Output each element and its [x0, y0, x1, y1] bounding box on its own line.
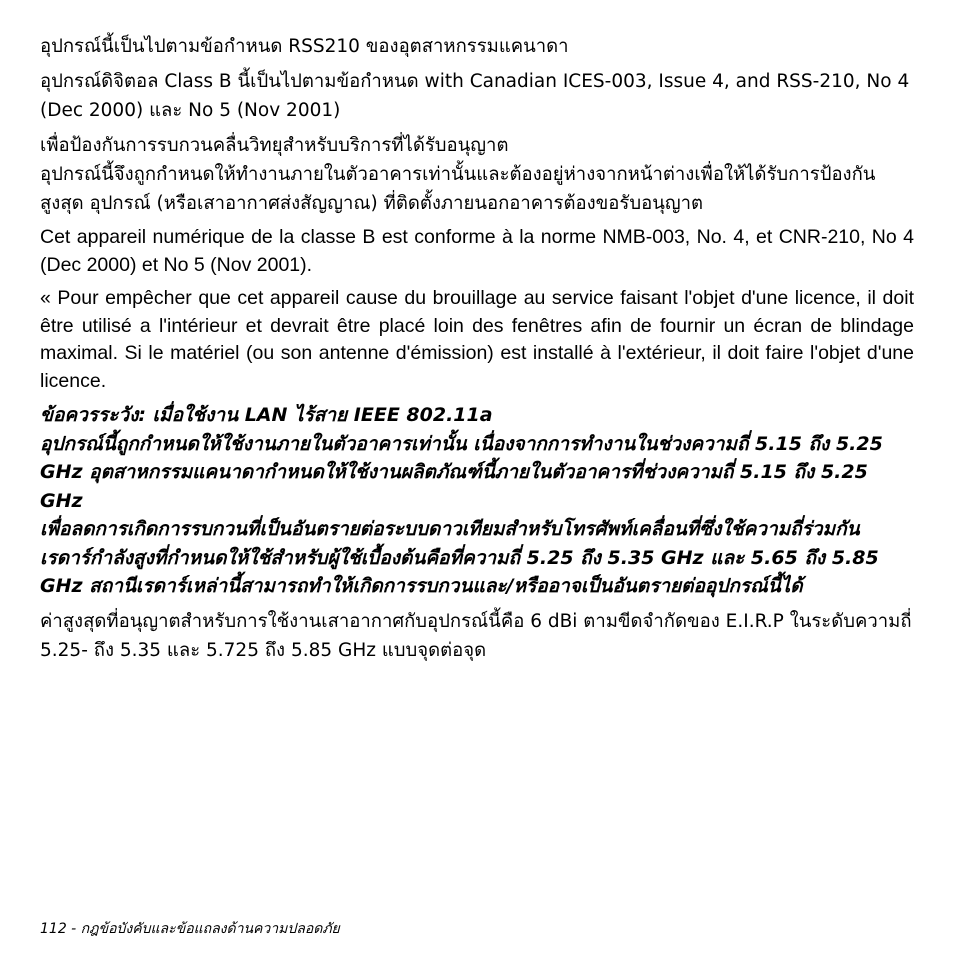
- warning-title: ข้อควรระวัง: เมื่อใช้งาน LAN ไร้สาย IEEE 802.11a: [40, 404, 493, 426]
- warning-radar: เพื่อลดการเกิดการรบกวนที่เป็นอันตรายต่อระบบดาวเทียมสำหรับโทรศัพท์เคลื่อนที่ซึ่งใช้ความถี่ร่วมกัน เรดาร์กำลังสูงที่กำหนดให้ใช้สำหรับผู้ใช้เบื้องต้นคือที่ความถี่ 5.25 ถึง 5.35 GHz และ 5.65 ถึง 5.85 GHz สถานีเรดาร์เหล่านี้สามารถทำให้เกิดการรบกวนและ/หรืออาจเป็นอันตรายต่ออุปกรณ์นี้ได้: [40, 518, 879, 597]
- warning-indoor: อุปกรณ์นี้ถูกกำหนดให้ใช้งานภายในตัวอาคารเท่านั้น เนื่องจากการทำงานในช่วงความถี่ 5.15 ถึง 5.25 GHz อุตสาหกรรมแคนาดากำหนดให้ใช้งานผลิตภัณฑ์นี้ภายในตัวอาคารที่ช่วงความถี่ 5.15 ถึง 5.25 GHz: [40, 432, 883, 512]
- page-footer: 112 - กฎข้อบังคับและข้อแถลงด้านความปลอดภัย: [40, 921, 340, 937]
- document-body: [40, 32, 914, 671]
- paragraph-indoor-use: อุปกรณ์นี้จึงถูกกำหนดให้ทำงานภายในตัวอาคารเท่านั้นและต้องอยู่ห่างจากหน้าต่างเพื่อให้ได้รับการป้องกันสูงสุด อุปกรณ์ (หรือเสาอากาศส่งสัญญาณ) ที่ติดตั้งภายนอกอาคารต้องขอรับอนุญาต: [40, 164, 876, 214]
- paragraph-french-class-b: Cet appareil numérique de la classe B est conforme à la norme NMB-003, No. 4, et CNR-210, No 4 (Dec 2000) et No 5 (Nov 2001).: [40, 226, 914, 276]
- paragraph-antenna-gain: ค่าสูงสุดที่อนุญาตสำหรับการใช้งานเสาอากาศกับอุปกรณ์นี้คือ 6 dBi ตามขีดจำกัดของ E.I.R.P ในระดับความถี่ 5.25- ถึง 5.35 และ 5.725 ถึง 5.85 GHz แบบจุดต่อจุด: [40, 610, 912, 661]
- paragraph-class-b: อุปกรณ์ดิจิตอล Class B นี้เป็นไปตามข้อกำหนด with Canadian ICES-003, Issue 4, and RSS-210, No 4 (Dec 2000) และ No 5 (Nov 2001): [40, 71, 910, 121]
- warning-block: [40, 401, 914, 601]
- paragraph-rss210: อุปกรณ์นี้เป็นไปตามข้อกำหนด RSS210 ของอุตสาหกรรมแคนาดา: [40, 36, 569, 57]
- paragraph-interference-heading: เพื่อป้องกันการรบกวนคลื่นวิทยุสำหรับบริการที่ได้รับอนุญาต: [40, 135, 509, 156]
- paragraph-french-licence: « Pour empêcher que cet appareil cause du brouillage au service faisant l'objet d'une licence, il doit être utilisé a l'intérieur et devrait être placé loin des fenêtres afin de fournir un écran de blindage maximal. Si le matériel (ou son antenne d'émission) est installé à l'extérieur, il doit faire l'objet d'une licence.: [40, 287, 914, 392]
